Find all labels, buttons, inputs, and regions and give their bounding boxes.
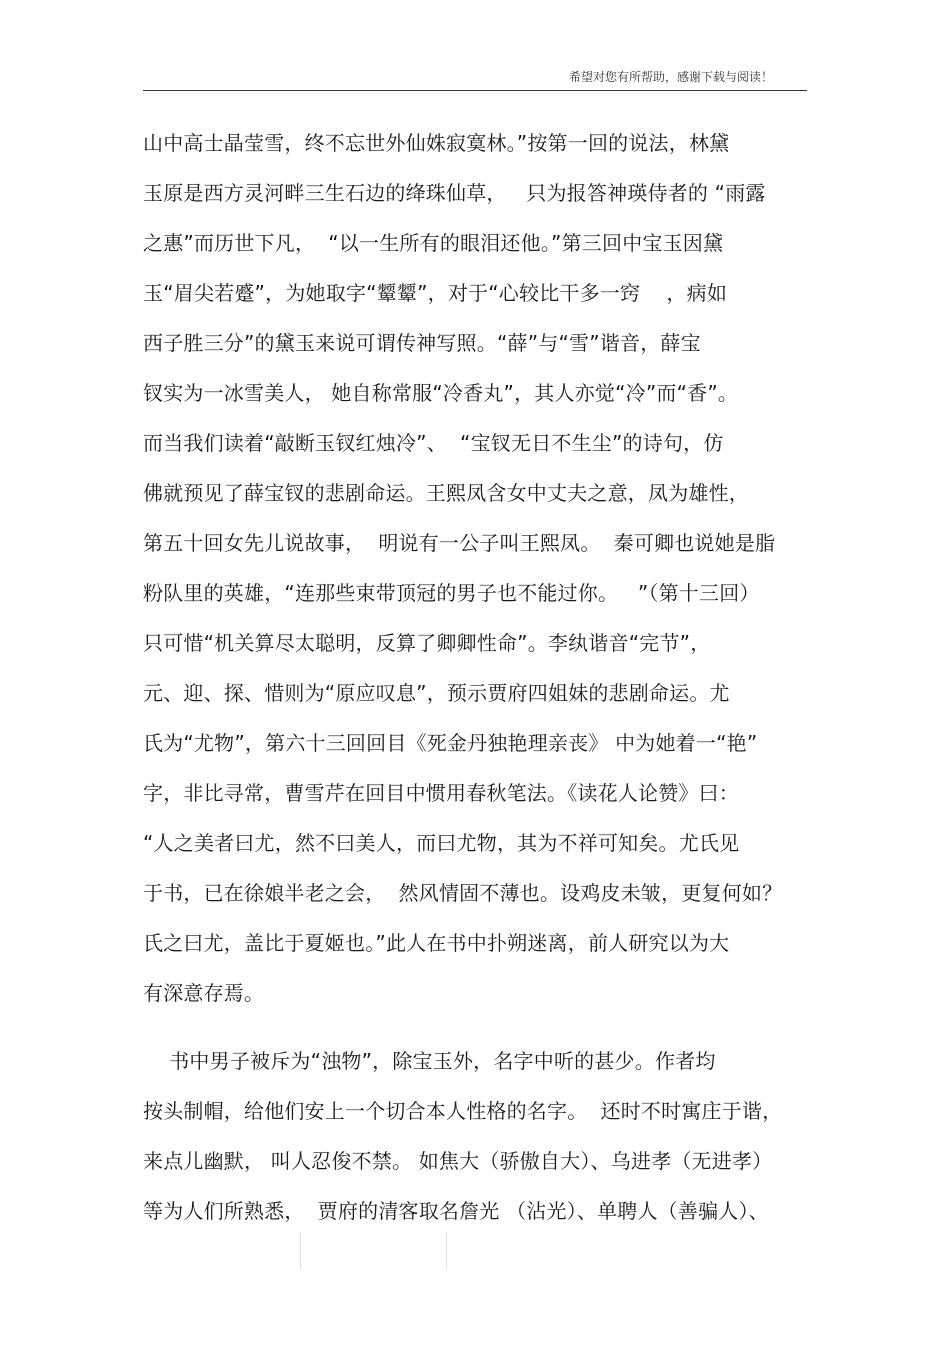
- text-line: 粉队里的英雄，“连那些束带顶冠的男子也不能过你。 ”（第十三回）: [143, 581, 760, 605]
- text-line: 而当我们读着“敲断玉钗红烛冷”、 “宝钗无日不生尘”的诗句，仿: [143, 431, 724, 455]
- text-line: 字，非比寻常，曹雪芹在回目中惯用春秋笔法。《读花人论赞》曰：: [143, 781, 739, 805]
- body-text: [143, 118, 815, 1236]
- text-line: 氏为“尤物”，第六十三回回目《死金丹独艳理亲丧》 中为她着一“艳”: [143, 731, 758, 755]
- footer-divider: [300, 1232, 301, 1270]
- paragraph: [143, 1036, 815, 1236]
- text-line: 佛就预见了薛宝钗的悲剧命运。王熙凤含女中丈夫之意，凤为雄性，: [143, 481, 749, 505]
- text-line: 只可惜“机关算尽太聪明，反算了卿卿性命”。李纨谐音“完节”，: [143, 631, 711, 655]
- text-line: 第五十回女先儿说故事， 明说有一公子叫王熙凤。 秦可卿也说她是脂: [143, 531, 776, 555]
- text-line: 氏之曰尤，盖比于夏姬也。”此人在书中扑朔迷离，前人研究以为大: [143, 931, 730, 955]
- text-line: 玉原是西方灵河畔三生石边的绛珠仙草， 只为报答神瑛侍者的 “雨露: [143, 181, 766, 205]
- header-text: 希望对您有所帮助，感谢下载与阅读！: [568, 70, 773, 84]
- text-line: 按头制帽，给他们安上一个切合本人性格的名字。 还时不时寓庄于谐，: [143, 1099, 783, 1123]
- text-line: 来点儿幽默， 叫人忍俊不禁。 如焦大（骄傲自大）、乌进孝（无进孝）: [143, 1149, 773, 1173]
- text-line: 钗实为一冰雪美人， 她自称常服“冷香丸”，其人亦觉“冷”而“香”。: [143, 381, 739, 405]
- text-line: “人之美者曰尤，然不曰美人，而曰尤物，其为不祥可知矣。尤氏见: [143, 831, 740, 855]
- text-line: 于书，已在徐娘半老之会， 然风情固不薄也。设鸡皮未皱，更复何如？: [143, 881, 783, 905]
- page-header: [143, 66, 807, 91]
- text-line: 有深意存焉。: [143, 981, 265, 1005]
- text-line: 玉“眉尖若蹙”，为她取字“颦颦”，对于“心较比干多一窍 ，病如: [143, 281, 728, 305]
- text-line: 书中男子被斥为“浊物”，除宝玉外，名字中听的甚少。作者均: [143, 1049, 716, 1073]
- paragraph: [143, 118, 815, 1018]
- footer-divider: [446, 1232, 447, 1270]
- text-line: 元、迎、探、惜则为“原应叹息”，预示贾府四姐妹的悲剧命运。尤: [143, 681, 730, 705]
- text-line: 之惠”而历世下凡， “以一生所有的眼泪还他。”第三回中宝玉因黛: [143, 231, 724, 255]
- text-line: 等为人们所熟悉， 贾府的清客取名詹光 （沾光）、单聘人（善骗人）、: [143, 1199, 769, 1223]
- text-line: 山中高士晶莹雪，终不忘世外仙姝寂寞林。”按第一回的说法，林黛: [143, 131, 730, 155]
- text-line: 西子胜三分”的黛玉来说可谓传神写照。“薛”与“雪”谐音，薛宝: [143, 331, 701, 355]
